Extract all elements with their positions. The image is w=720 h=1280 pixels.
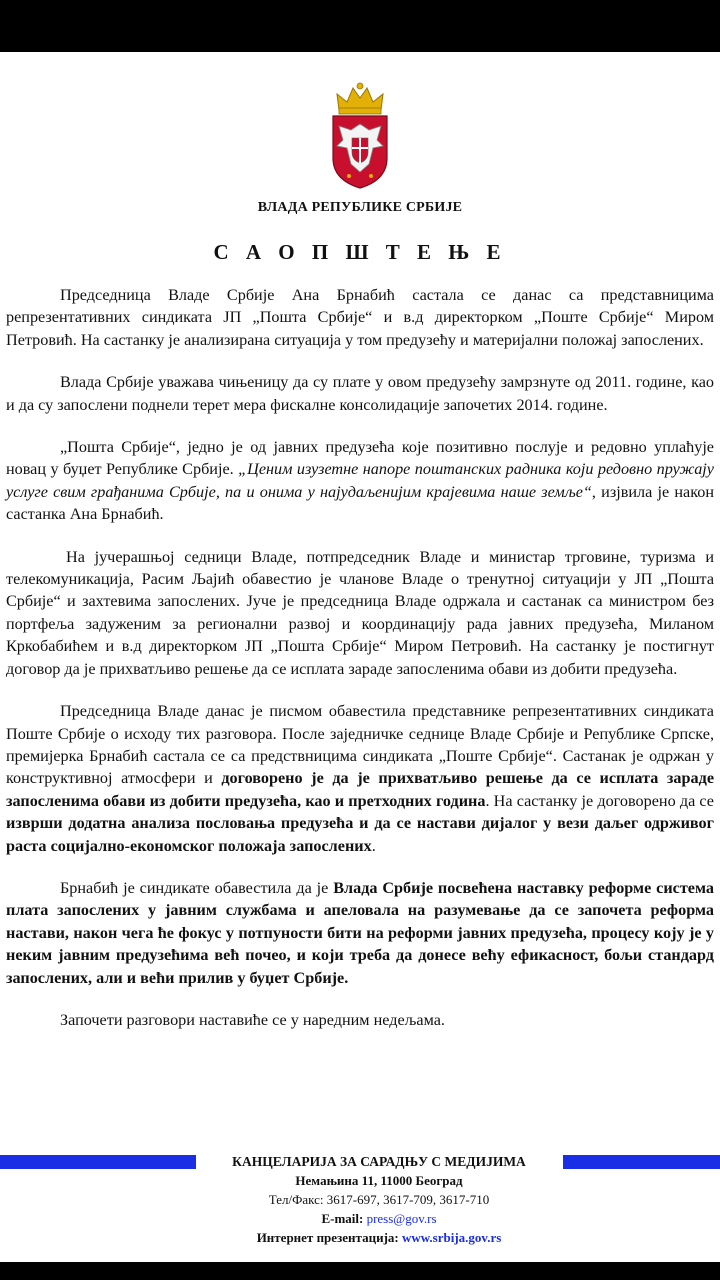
document-title: С А О П Ш Т Е Њ Е	[213, 240, 507, 264]
paragraph-5-bold-b: изврши додатна анализа пословања предузећа и да се настави дијалог у вези даљег одрживог раста социјално-економског положаја запослених	[6, 814, 714, 855]
footer-office-name: КАНЦЕЛАРИЈА ЗА САРАДЊУ С МЕДИЈИМА	[232, 1154, 526, 1169]
press-release-body	[6, 284, 714, 1031]
serbian-coat-of-arms-icon	[325, 80, 395, 192]
paragraph-7: Започети разговори наставиће се у наредним недељама.	[60, 1010, 445, 1029]
bottom-navigation-bar	[0, 1262, 720, 1280]
paragraph-5-text-c: .	[371, 836, 376, 855]
top-status-bar	[0, 0, 720, 52]
paragraph-6-bold: Влада Србије посвећена наставку реформе система плата запослених у јавним службама и апеловала на разумевање да се започета реформа настави, након чега ће фокус у потпуности бити на реформи јавних предузећа, процесу коју је у неким јавним предузећима већ почео, и који треба да донесе већу ефикасност, бољи стандард запослених, али и већи прилив у буџет Србије.	[6, 878, 714, 987]
footer-web-line	[200, 1228, 558, 1247]
footer-email-link[interactable]: press@gov.rs	[366, 1211, 437, 1226]
footer-email-label: E-mail:	[321, 1211, 367, 1226]
paragraph-3	[6, 436, 714, 526]
footer-contact	[200, 1152, 558, 1247]
paragraph-6-text: Брнабић је синдикате обавестила да је	[60, 878, 334, 897]
paragraph-3-intro: „Пошта Србије“, једно је од јавних предузећа које позитивно послује и редовно уплаћује новац у буџет Републике Србије.	[6, 438, 714, 479]
footer-web-link[interactable]: www.srbija.gov.rs	[401, 1230, 502, 1245]
footer-email-line	[200, 1209, 558, 1228]
paragraph-5-bold-a: договорено је да је прихватљиво решење да се исплата зараде запосленима обави из добити предузећа, као и претходних година	[6, 769, 714, 810]
paragraph-3-attribution: , изјвила је након састанка Ана Брнабић.	[6, 482, 714, 524]
paragraph-4: На јучерашњој седници Владе, потпредседник Владе и министар трговине, туризма и телекомуникација, Расим Љајић обавестио је чланове Владе о тренутној ситуацији у ЈП „Пошта Србије“ и захтевима запослених. Јуче је председница Владе одржала и састанак са министром без портфеља задуженим за регионални развој и координацију рада јавних предузећа, Миланом Кркобабићем и в.д директорком ЈП „Пошта Србије“ Миром Петровић. На састанку је постигнут договор да је прихватљиво решење да се исплата зараде запосленима обави из добити предузећа.	[6, 547, 714, 678]
footer-divider-left	[0, 1155, 196, 1169]
paragraph-1: Председница Владе Србије Ана Брнабић састала се данас са представницима репрезентативних синдиката ЈП „Пошта Србије“ и в.д директорком „Поште Србије“ Миром Петровић. На састанку је анализирана ситуација у том предузећу и материјални положај запослених.	[6, 286, 714, 349]
footer-address: Немањина 11, 11000 Београд	[295, 1173, 463, 1188]
paragraph-6	[6, 877, 714, 989]
paragraph-5	[6, 700, 714, 857]
government-name: ВЛАДА РЕПУБЛИКЕ СРБИЈЕ	[257, 200, 463, 215]
footer-web-label: Интернет презентација:	[256, 1230, 402, 1245]
footer-divider-right	[563, 1155, 720, 1169]
paragraph-3-quote: „Ценим изузетне напоре поштанских радника који редовно пружају услуге свим грађанима Србије, па и онима у најудаљенијим крајевима наше земље“	[6, 460, 714, 501]
paragraph-2: Влада Србије уважава чињеницу да су плате у овом предузећу замрзнуте од 2011. године, као и да су запослени поднели терет мера фискалне консолидације започетих 2014. године.	[6, 373, 714, 414]
footer-phone: Тел/Факс: 3617-697, 3617-709, 3617-710	[268, 1192, 490, 1207]
paragraph-5-text-b: . На састанку је договорено да се	[485, 791, 714, 810]
paragraph-5-text-a: Председница Владе данас је писмом обавестила представнике репрезентативних синдиката Поште Србије о исходу тих разговора. После заједничке седнице Владе Србије и Републике Српске, премијерка Брнабић састала се са предствницима синдиката „Поште Србије“. Састанак је одржан у конструктивној атмосфери и	[6, 702, 714, 788]
